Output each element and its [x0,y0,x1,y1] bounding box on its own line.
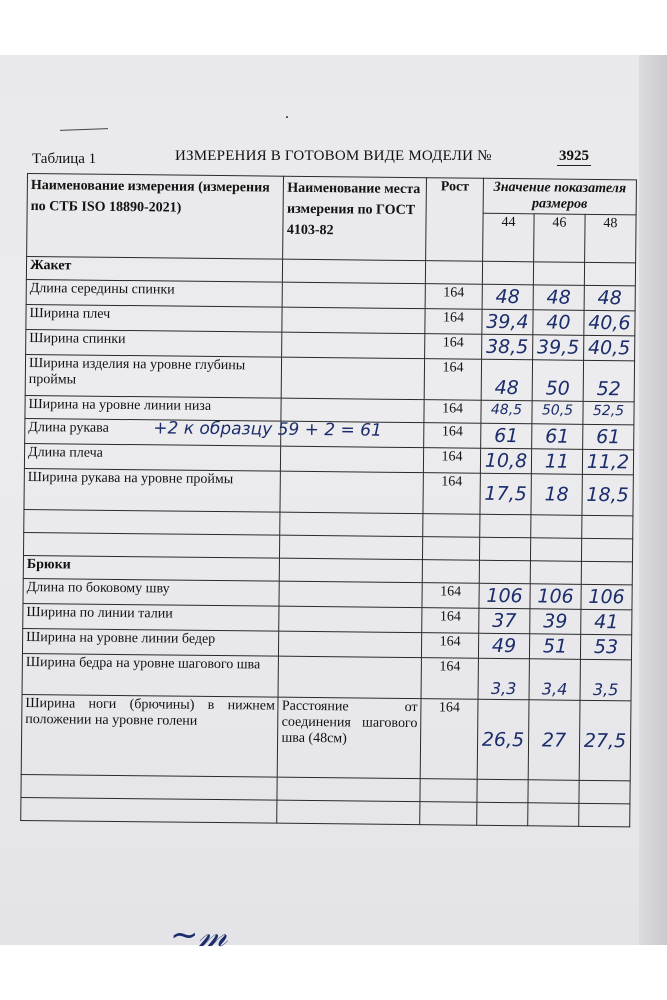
value-46: 50 [532,360,583,402]
row-height: 164 [425,309,482,335]
size-48: 48 [585,214,637,263]
row-place [282,332,425,358]
table-row [25,354,634,401]
header-name: Наименование измерения (измерения по СТБ ISO 18890-2021) [27,174,284,260]
row-height: 164 [422,633,479,659]
size-46: 46 [534,214,585,263]
header-row [27,174,636,215]
header-place: Наименование места измерения по ГОСТ 4103-82 [283,176,427,260]
value-44: 49 [478,633,529,659]
value-48: 61 [583,424,634,450]
row-name: Ширина рукава на уровне проймы [24,468,281,512]
section-title: Жакет [26,257,283,283]
table-row [21,694,631,780]
value-46: 39 [530,609,581,635]
document-page [0,55,667,945]
value-48: 41 [581,609,632,635]
value-44: 17,5 [480,473,531,515]
row-name: Ширина спинки [26,329,283,357]
row-height: 164 [424,359,481,401]
value-44: 106 [479,583,530,609]
row-place [278,656,421,698]
value-48: 27,5 [579,700,631,781]
row-place [281,446,424,472]
value-48: 11,2 [582,449,633,475]
row-name: Ширина на уровне линии бедер [22,628,279,656]
row-height: 164 [422,608,479,634]
header-sizes-label: размеров [532,196,588,212]
row-name-cell [25,418,382,446]
pen-stroke [60,128,108,131]
table-row [22,653,631,700]
row-name: Длина середины спинки [26,279,283,307]
size-44: 44 [483,213,534,262]
value-44: 61 [481,423,532,449]
row-place [279,606,422,632]
value-46: 3,4 [529,659,580,701]
measurements-table [20,173,637,827]
table-row [24,468,633,515]
row-height: 164 [421,658,478,700]
header-values [483,178,636,215]
row-height: 164 [420,699,478,780]
value-44: 38,5 [482,334,533,360]
row-name: Ширина бедра на уровне шагового шва [22,653,279,697]
row-height: 164 [423,473,480,515]
row-height: 164 [424,448,481,474]
row-name: Ширина изделия на уровне глубины проймы [25,354,282,398]
value-48: 48 [584,285,635,311]
ink-dot: . [285,105,289,122]
row-name: Длина плеча [24,443,281,471]
value-44: 48 [481,359,532,401]
document-title: ИЗМЕРЕНИЯ В ГОТОВОМ ВИДЕ МОДЕЛИ № [175,148,492,164]
value-44: 10,8 [480,448,531,474]
value-46: 50,5 [532,401,583,425]
table-caption: Таблица 1 [32,151,97,167]
row-name: Длина рукава [28,420,109,436]
value-48: 52 [583,360,634,402]
value-46: 51 [529,634,580,660]
row-height: 164 [424,400,481,424]
page-edge [639,55,667,945]
row-height: 164 [425,284,482,310]
model-number: 3925 [559,148,589,164]
value-48: 3,5 [580,659,631,701]
value-44: 39,4 [482,309,533,335]
value-48: 40,6 [584,310,635,336]
row-place [283,282,426,308]
value-46: 18 [531,474,582,516]
row-place: Расстояние от соединения шагового шва (48см) [278,697,422,778]
value-44: 3,3 [478,658,529,700]
handwritten-note [153,418,382,440]
value-44: 48,5 [481,400,532,424]
value-48: 106 [581,584,632,610]
row-place [282,307,425,333]
value-48: 18,5 [582,474,633,516]
sleeve-note-text: +2 к образцу 59 + 2 = 61 [153,418,382,441]
value-44: 48 [482,284,533,310]
header-values-label: Значение показателя [493,179,627,197]
value-46: 27 [528,700,580,781]
value-48: 53 [580,634,631,660]
value-44: 26,5 [477,699,529,780]
header-height: Рост [426,178,484,262]
row-name: Длина по боковому шву [23,578,280,606]
value-44: 37 [479,608,530,634]
row-place [282,357,425,399]
row-place [279,631,422,657]
value-46: 40 [533,310,584,336]
row-name: Ширина на уровне линии низа [25,395,282,421]
row-height: 164 [422,583,479,609]
row-place [280,471,423,513]
value-46: 39,5 [533,335,584,361]
row-name: Ширина по линии талии [23,603,280,631]
value-48: 52,5 [583,401,634,425]
row-height: 164 [425,334,482,360]
value-46: 106 [530,584,581,610]
signature: ~𝓂 [170,915,228,955]
section-title: Брюки [23,555,280,581]
value-46: 11 [531,449,582,475]
row-height: 164 [424,423,481,449]
value-46: 61 [532,424,583,450]
row-name: Ширина плеч [26,304,283,332]
row-name: Ширина ноги (брючины) в нижнем положении на уровне голени [21,694,278,777]
value-48: 40,5 [584,335,635,361]
row-place [279,581,422,607]
value-46: 48 [533,285,584,311]
